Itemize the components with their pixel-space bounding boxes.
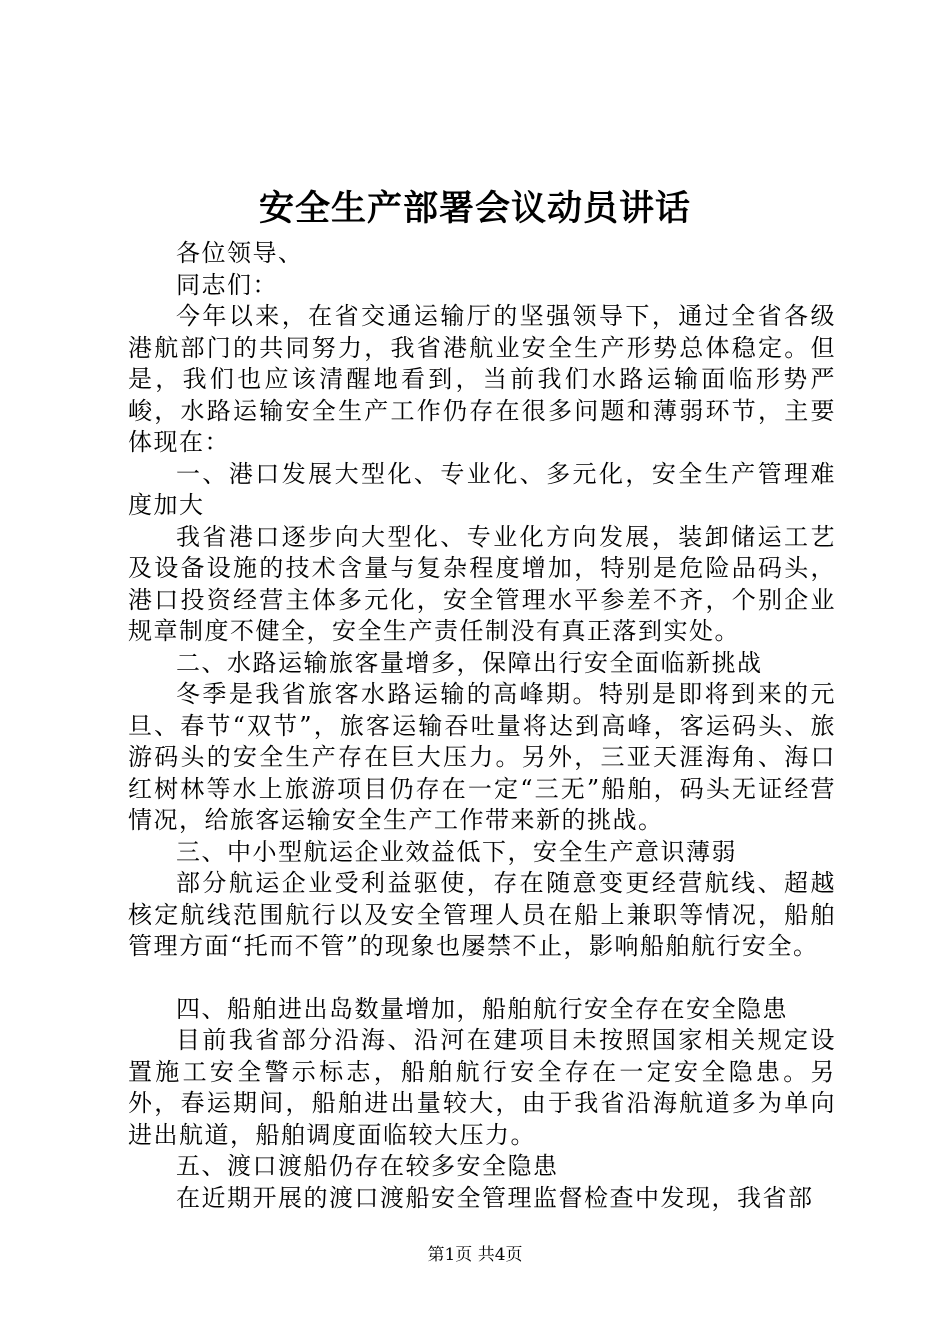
section-paragraph-2: 冬季是我省旅客水路运输的高峰期。特别是即将到来的元旦、春节“双节”，旅客运输吞吐量将达到高峰，客运码头、旅游码头的安全生产存在巨大压力。另外，三亚天涯海角、海口红树林等水上旅游项目仍存在一定“三无”船舶，码头无证经营情况，给旅客运输安全生产工作带来新的挑战。 <box>128 680 836 834</box>
section-heading-3: 三、中小型航运企业效益低下，安全生产意识薄弱 <box>176 837 737 866</box>
salutation-leaders: 各位领导、 <box>176 239 304 267</box>
document-title: 安全生产部署会议动员讲话 <box>258 188 691 229</box>
section-heading-4: 四、船舶进出岛数量增加，船舶航行安全存在安全隐患 <box>176 994 788 1023</box>
section-paragraph-5: 在近期开展的渡口渡船安全管理监督检查中发现，我省部 <box>176 1183 814 1212</box>
salutation-comrades: 同志们： <box>176 270 278 299</box>
section-paragraph-1: 我省港口逐步向大型化、专业化方向发展，装卸储运工艺及设备设施的技术含量与复杂程度增加，特别是危险品码头，港口投资经营主体多元化，安全管理水平参差不齐，个别企业规章制度不健全，安全生产责任制没有真正落到实处。 <box>128 522 836 645</box>
section-heading-2: 二、水路运输旅客量增多，保障出行安全面临新挑战 <box>176 648 763 677</box>
section-heading-1: 一、港口发展大型化、专业化、多元化，安全生产管理难度加大 <box>128 459 836 519</box>
section-paragraph-4: 目前我省部分沿海、沿河在建项目未按照国家相关规定设置施工安全警示标志，船舶航行安全存在一定安全隐患。另外，春运期间，船舶进出量较大，由于我省沿海航道多为单向进出航道，船舶调度面临较大压力。 <box>128 1026 836 1149</box>
document-body <box>128 238 836 1214</box>
page-number-footer: 第1页 共4页 <box>427 1245 523 1265</box>
intro-paragraph: 今年以来，在省交通运输厅的坚强领导下，通过全省各级港航部门的共同努力，我省港航业安全生产形势总体稳定。但是，我们也应该清醒地看到，当前我们水路运输面临形势严峻，水路运输安全生产工作仍存在很多问题和薄弱环节，主要体现在： <box>128 302 836 456</box>
section-paragraph-3: 部分航运企业受利益驱使，存在随意变更经营航线、超越核定航线范围航行以及安全管理人员在船上兼职等情况，船舶管理方面“托而不管”的现象也屡禁不止，影响船舶航行安全。 <box>128 869 836 960</box>
section-heading-5: 五、渡口渡船仍存在较多安全隐患 <box>176 1152 559 1180</box>
